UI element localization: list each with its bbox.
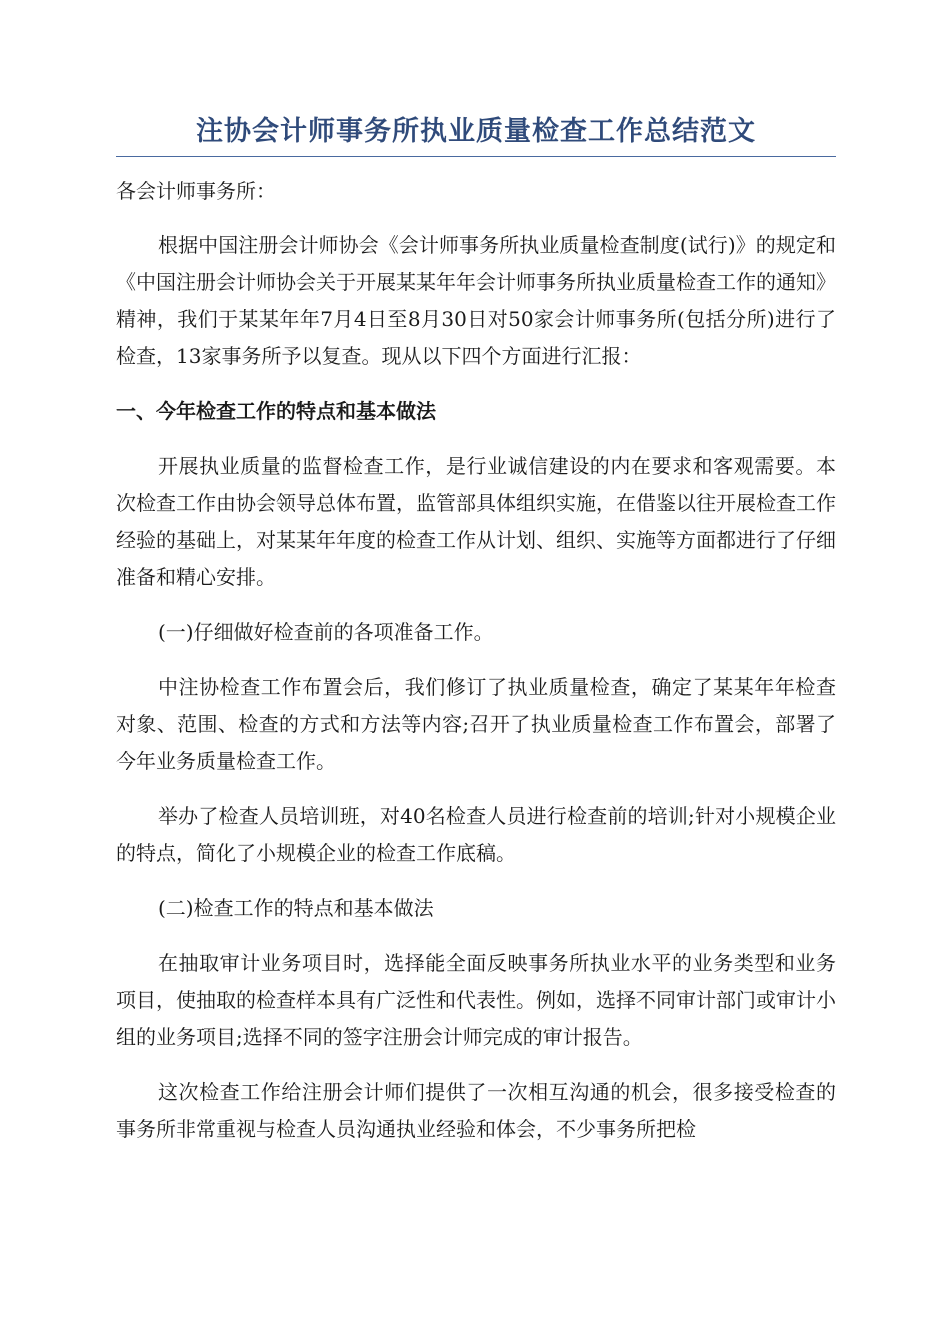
paragraph-preparation: 中注协检查工作布置会后，我们修订了执业质量检查，确定了某某年年检查对象、范围、检查的方式和方法等内容;召开了执业质量检查工作布置会，部署了今年业务质量检查工作。 [116,675,836,773]
subheading-1: (一)仔细做好检查前的各项准备工作。 [158,620,494,644]
document-page [116,110,836,1148]
paragraph-training: 举办了检查人员培训班，对40名检查人员进行检查前的培训;针对小规模企业的特点，简化了小规模企业的检查工作底稿。 [116,804,836,865]
paragraph-communication: 这次检查工作给注册会计师们提供了一次相互沟通的机会，很多接受检查的事务所非常重视与检查人员沟通执业经验和体会，不少事务所把检 [116,1080,836,1141]
salutation: 各会计师事务所： [116,179,276,203]
section-heading-1: 一、今年检查工作的特点和基本做法 [116,399,436,423]
document-title: 注协会计师事务所执业质量检查工作总结范文 [196,116,756,147]
paragraph-overview: 开展执业质量的监督检查工作，是行业诚信建设的内在要求和客观需要。本次检查工作由协会领导总体布置，监管部具体组织实施，在借鉴以往开展检查工作经验的基础上，对某某年年度的检查工作从计划、组织、实施等方面都进行了仔细准备和精心安排。 [116,454,836,589]
subheading-2: (二)检查工作的特点和基本做法 [158,896,434,920]
paragraph-intro: 根据中国注册会计师协会《会计师事务所执业质量检查制度(试行)》的规定和《中国注册会计师协会关于开展某某年年会计师事务所执业质量检查工作的通知》精神，我们于某某年年7月4日至8月30日对50家会计师事务所(包括分所)进行了检查，13家事务所予以复查。现从以下四个方面进行汇报： [116,233,836,368]
title-divider [116,156,836,157]
paragraph-sampling: 在抽取审计业务项目时，选择能全面反映事务所执业水平的业务类型和业务项目，使抽取的检查样本具有广泛性和代表性。例如，选择不同审计部门或审计小组的业务项目;选择不同的签字注册会计师完成的审计报告。 [116,951,836,1049]
